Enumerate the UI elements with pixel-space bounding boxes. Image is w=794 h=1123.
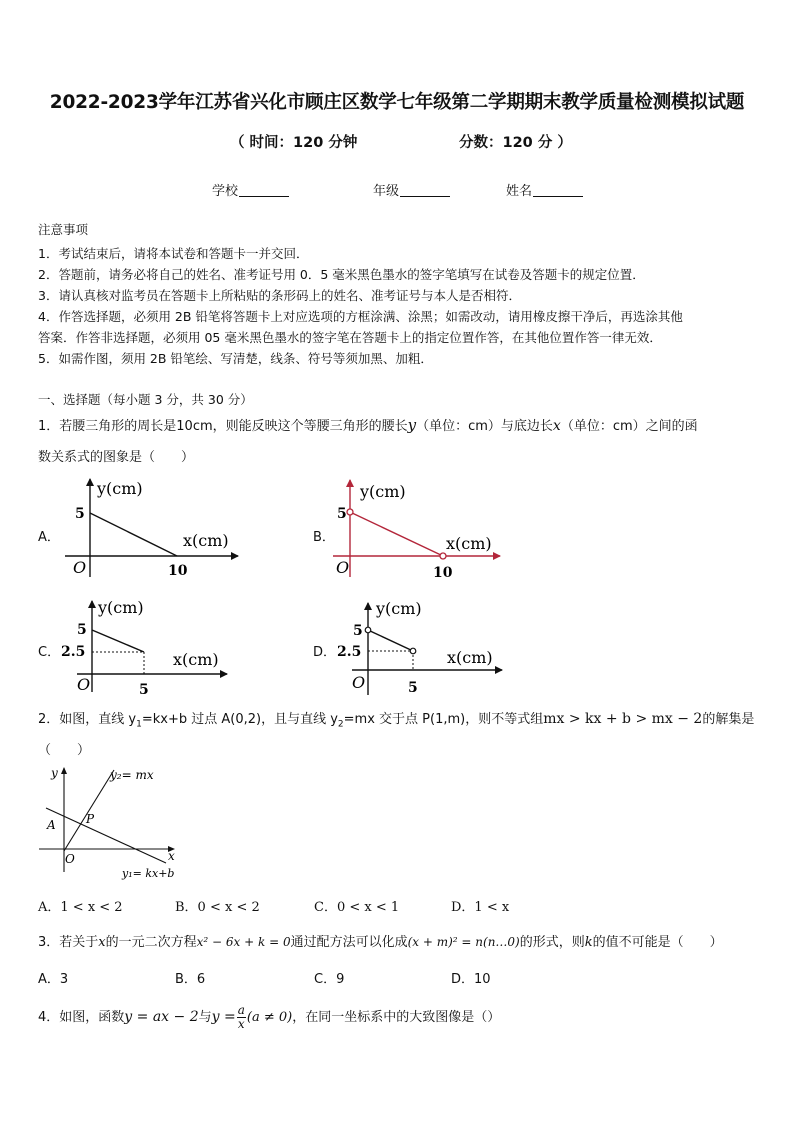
origin-label: O [77,675,91,694]
notes-heading: 注意事项 [38,222,89,237]
question-1-line1: 1．若腰三角形的周长是10cm，则能反映这个等腰三角形的腰长y（单位：cm）与底边长x（单位：cm）之间的函 [38,416,698,434]
tick-label-10: 10 [433,565,453,581]
q1-graph-c[interactable] [55,595,255,700]
graph-line [92,630,144,652]
tick-label-2-5: 2.5 [61,644,86,660]
option-b-label[interactable]: B． [313,530,335,545]
school-blank[interactable] [239,184,289,197]
origin-label: O [73,558,87,577]
line-y1-label: y₁= kx+b [122,867,175,880]
point-a-label: A [47,818,56,832]
open-point [347,509,353,515]
x-axis-label: x(cm) [446,534,492,553]
origin-label: O [336,558,350,577]
grade-field: 年级 [373,180,450,199]
grade-blank[interactable] [400,184,450,197]
option-a-label[interactable]: A． [38,530,60,545]
q1-graph-d[interactable] [330,595,530,700]
y-axis-arrow [346,479,354,487]
y-axis-arrow [364,602,372,610]
school-field: 学校 [212,180,289,199]
graph-line [90,513,177,556]
q2-option-b[interactable]: B．0 < x < 2 [175,900,260,915]
note-item: 4．作答选择题，必须用 2B 铅笔将答题卡上对应选项的方框涂满、涂黑；如需改动，请用橡皮擦干净后，再选涂其他 [38,309,683,324]
q3-option-c[interactable]: C．9 [314,972,345,987]
q3-option-b[interactable]: B．6 [175,972,206,987]
q1-graph-b[interactable] [330,475,530,585]
name-blank[interactable] [533,184,583,197]
line-y2-label: y₂= mx [110,768,154,782]
graph-line [368,630,413,651]
y-axis-label: y(cm) [360,482,406,501]
tick-label-5: 5 [337,506,347,522]
page-title: 2022-2023学年江苏省兴化市顾庄区数学七年级第二学期期末教学质量检测模拟试题 [49,92,745,113]
y-axis-label: y(cm) [376,599,422,618]
origin-label: O [65,852,75,866]
q3-option-a[interactable]: A．3 [38,972,69,987]
point-p-label: P [86,812,95,826]
q1-graph-a[interactable] [55,475,255,585]
note-item: 3．请认真核对监考员在答题卡上所粘贴的条形码上的姓名、准考证号与本人是否相符． [38,288,521,303]
tick-label-5: 5 [139,682,149,698]
x-label: x [168,849,175,863]
question-3-text: 3．若关于x的一元二次方程x² − 6x + k = 0通过配方法可以化成(x + m)² = n(n…0)的形式，则k的值不可能是（ ） [38,935,723,950]
note-item: 1．考试结束后，请将本试卷和答题卡一并交回． [38,246,309,261]
name-field: 姓名 [506,180,583,199]
open-point [365,627,371,633]
q2-option-d[interactable]: D．1 < x [451,900,510,915]
y-axis-arrow [61,767,67,774]
tick-label-5: 5 [77,622,87,638]
tick-label-10: 10 [168,563,188,579]
y-axis-arrow [88,600,96,608]
q3-option-d[interactable]: D．10 [451,972,491,987]
line-y2 [64,770,114,851]
origin-label: O [352,673,366,692]
q2-option-a[interactable]: A．1 < x < 2 [38,900,123,915]
question-2-text: 2．如图，直线 $y_1=kx+b$ 过点 A(0,2)，且与直线 $y_2=mx$ 交于点 P(1,m)，则不等式组mx > kx + b > mx − 2的解集是 [38,711,755,730]
x-axis-arrow [495,666,503,674]
tick-label-5: 5 [408,680,418,696]
tick-label-5: 5 [75,506,85,522]
x-axis-arrow [231,552,239,560]
graph-line [350,512,443,556]
q2-graph [34,762,184,882]
note-item: 2．答题前，请务必将自己的姓名、准考证号用 0．5 毫米黑色墨水的签字笔填写在试卷及答题卡的规定位置． [38,267,645,282]
note-item: 答案．作答非选择题，必须用 05 毫米黑色墨水的签字笔在答题卡上的指定位置作答，在其他位置作答一律无效． [38,330,662,345]
option-d-label[interactable]: D． [313,645,337,660]
section-heading: 一、选择题（每小题 3 分，共 30 分） [38,392,253,407]
note-item: 5．如需作图，须用 2B 铅笔绘、写清楚，线条、符号等须加黑、加粗． [38,351,433,366]
question-1-line2: 数关系式的图象是（ ） [38,450,195,465]
y-axis-label: y(cm) [97,479,143,498]
y-axis-label: y(cm) [98,598,144,617]
x-axis-arrow [493,552,501,560]
x-axis-label: x(cm) [183,531,229,550]
fraction: $\frac{a}{x}$ [237,1003,245,1031]
x-axis-arrow [220,670,228,678]
x-axis-label: x(cm) [173,650,219,669]
q2-option-c[interactable]: C．0 < x < 1 [314,900,400,915]
exam-score: 分数：120 分 ） [459,135,572,151]
tick-label-5: 5 [353,623,363,639]
tick-label-2-5: 2.5 [337,644,362,660]
question-4-text: 4．如图，函数y = ax − 2与y = $\frac{a}{x}$ (a ≠ 0)，在同一坐标系中的大致图像是（） [38,1003,501,1031]
exam-time: （ 时间：120 分钟 [230,135,358,151]
option-c-label[interactable]: C． [38,645,61,660]
open-point [440,553,446,559]
open-point [410,648,416,654]
y-axis-arrow [86,478,94,486]
x-axis-label: x(cm) [447,648,493,667]
y-label: y [51,766,58,780]
question-2-paren: （ ） [38,743,91,758]
